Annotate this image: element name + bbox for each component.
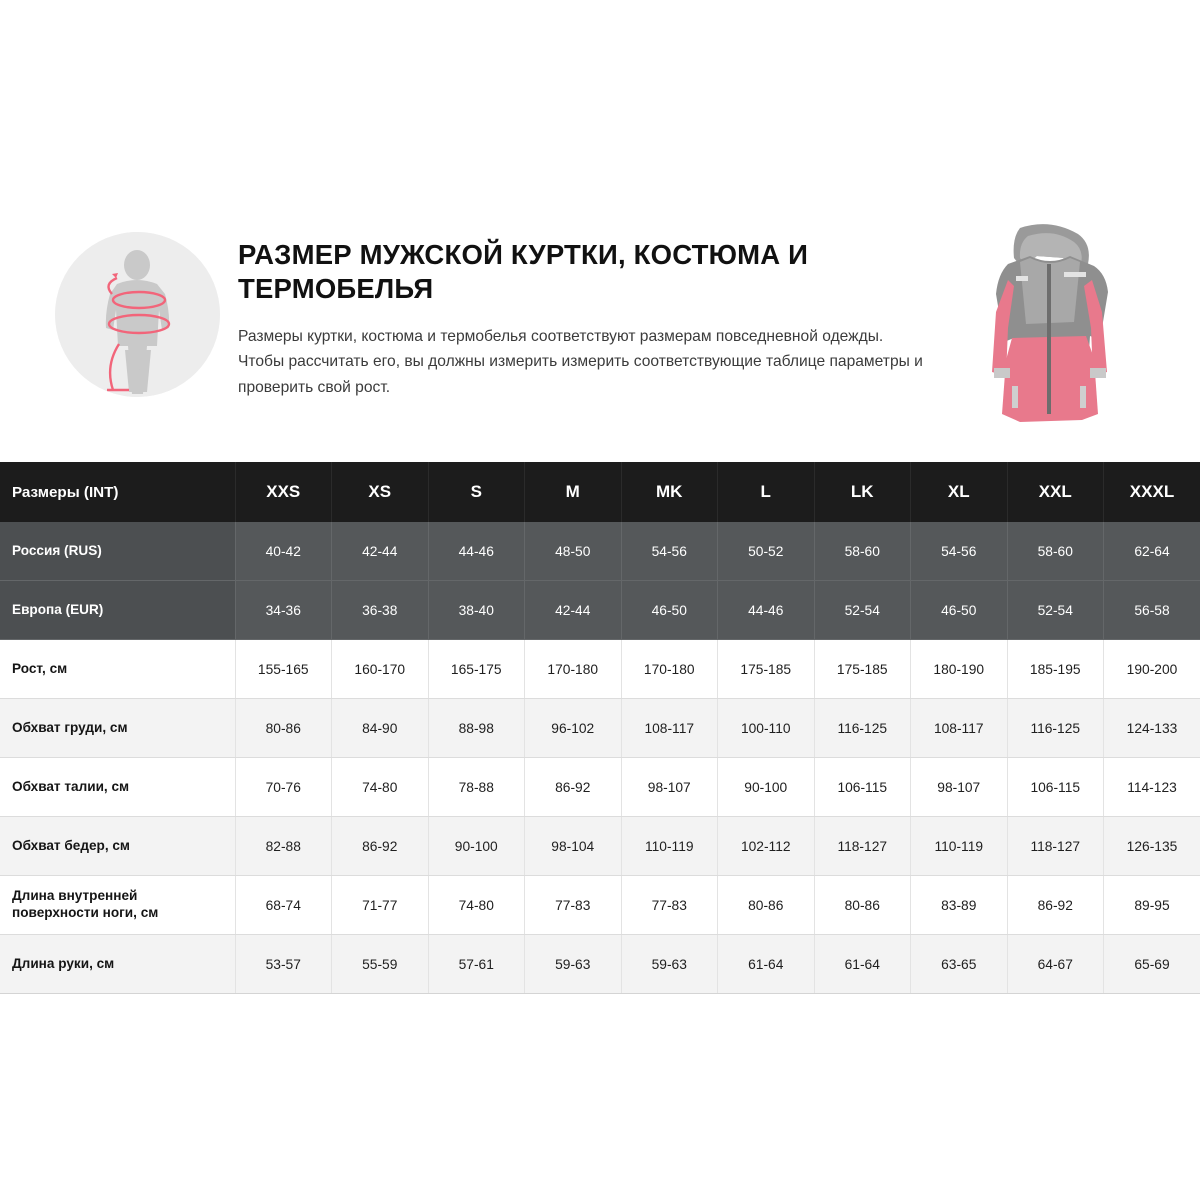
row-label: Европа (EUR) bbox=[0, 581, 235, 640]
table-row bbox=[0, 935, 1200, 994]
table-cell: 88-98 bbox=[428, 699, 525, 758]
table-cell: 86-92 bbox=[525, 758, 622, 817]
table-cell: 74-80 bbox=[332, 758, 429, 817]
table-cell: 57-61 bbox=[428, 935, 525, 994]
table-cell: 34-36 bbox=[235, 581, 332, 640]
table-cell: 46-50 bbox=[911, 581, 1008, 640]
page-title: РАЗМЕР МУЖСКОЙ КУРТКИ, КОСТЮМА И ТЕРМОБЕЛЬЯ bbox=[238, 239, 809, 305]
size-table bbox=[0, 462, 1200, 994]
header-cell-size: S bbox=[428, 462, 525, 522]
header-cell-size: M bbox=[525, 462, 622, 522]
table-cell: 84-90 bbox=[332, 699, 429, 758]
table-cell: 52-54 bbox=[814, 581, 911, 640]
table-cell: 40-42 bbox=[235, 522, 332, 581]
table-cell: 160-170 bbox=[332, 640, 429, 699]
header-cell-size: XXL bbox=[1007, 462, 1104, 522]
table-cell: 44-46 bbox=[718, 581, 815, 640]
table-cell: 65-69 bbox=[1104, 935, 1200, 994]
table-cell: 118-127 bbox=[814, 817, 911, 876]
table-cell: 59-63 bbox=[525, 935, 622, 994]
table-cell: 46-50 bbox=[621, 581, 718, 640]
table-cell: 61-64 bbox=[718, 935, 815, 994]
table-cell: 82-88 bbox=[235, 817, 332, 876]
table-body bbox=[0, 522, 1200, 994]
table-cell: 58-60 bbox=[814, 522, 911, 581]
table-row bbox=[0, 876, 1200, 935]
table-cell: 44-46 bbox=[428, 522, 525, 581]
table-head bbox=[0, 462, 1200, 522]
table-cell: 90-100 bbox=[718, 758, 815, 817]
table-row bbox=[0, 640, 1200, 699]
header-cell-size: XXS bbox=[235, 462, 332, 522]
table-row bbox=[0, 758, 1200, 817]
header-cell-label: Размеры (INT) bbox=[0, 462, 235, 522]
table-cell: 175-185 bbox=[814, 640, 911, 699]
table-cell: 98-107 bbox=[621, 758, 718, 817]
header-section bbox=[0, 210, 1200, 460]
table-cell: 106-115 bbox=[814, 758, 911, 817]
table-row bbox=[0, 522, 1200, 581]
table-cell: 58-60 bbox=[1007, 522, 1104, 581]
size-table-wrapper bbox=[0, 462, 1200, 994]
table-cell: 185-195 bbox=[1007, 640, 1104, 699]
table-cell: 86-92 bbox=[1007, 876, 1104, 935]
table-cell: 110-119 bbox=[911, 817, 1008, 876]
table-cell: 77-83 bbox=[525, 876, 622, 935]
row-label: Рост, см bbox=[0, 640, 235, 699]
row-label: Обхват бедер, см bbox=[0, 817, 235, 876]
table-cell: 54-56 bbox=[621, 522, 718, 581]
header-cell-size: MK bbox=[621, 462, 718, 522]
table-cell: 54-56 bbox=[911, 522, 1008, 581]
table-cell: 53-57 bbox=[235, 935, 332, 994]
table-cell: 118-127 bbox=[1007, 817, 1104, 876]
header-cell-size: LK bbox=[814, 462, 911, 522]
table-cell: 155-165 bbox=[235, 640, 332, 699]
table-cell: 102-112 bbox=[718, 817, 815, 876]
header-text-block bbox=[238, 238, 928, 400]
row-label: Обхват талии, см bbox=[0, 758, 235, 817]
table-cell: 52-54 bbox=[1007, 581, 1104, 640]
table-cell: 108-117 bbox=[621, 699, 718, 758]
table-cell: 80-86 bbox=[814, 876, 911, 935]
table-cell: 63-65 bbox=[911, 935, 1008, 994]
table-cell: 108-117 bbox=[911, 699, 1008, 758]
mens-jacket-photo bbox=[950, 220, 1150, 460]
table-row bbox=[0, 581, 1200, 640]
table-cell: 170-180 bbox=[621, 640, 718, 699]
table-row bbox=[0, 699, 1200, 758]
table-cell: 62-64 bbox=[1104, 522, 1200, 581]
table-cell: 98-104 bbox=[525, 817, 622, 876]
row-label: Россия (RUS) bbox=[0, 522, 235, 581]
table-cell: 42-44 bbox=[525, 581, 622, 640]
row-label: Обхват груди, см bbox=[0, 699, 235, 758]
table-cell: 90-100 bbox=[428, 817, 525, 876]
body-measure-icon bbox=[55, 232, 220, 397]
table-cell: 36-38 bbox=[332, 581, 429, 640]
table-header-row bbox=[0, 462, 1200, 522]
table-cell: 64-67 bbox=[1007, 935, 1104, 994]
table-cell: 114-123 bbox=[1104, 758, 1200, 817]
header-cell-size: XXXL bbox=[1104, 462, 1200, 522]
table-cell: 59-63 bbox=[621, 935, 718, 994]
table-cell: 116-125 bbox=[814, 699, 911, 758]
table-cell: 42-44 bbox=[332, 522, 429, 581]
table-cell: 71-77 bbox=[332, 876, 429, 935]
table-cell: 50-52 bbox=[718, 522, 815, 581]
table-cell: 61-64 bbox=[814, 935, 911, 994]
header-cell-size: XL bbox=[911, 462, 1008, 522]
table-cell: 56-58 bbox=[1104, 581, 1200, 640]
row-label: Длина внутренней поверхности ноги, см bbox=[0, 876, 235, 935]
table-cell: 165-175 bbox=[428, 640, 525, 699]
table-cell: 77-83 bbox=[621, 876, 718, 935]
table-cell: 180-190 bbox=[911, 640, 1008, 699]
table-cell: 89-95 bbox=[1104, 876, 1200, 935]
table-cell: 83-89 bbox=[911, 876, 1008, 935]
table-cell: 55-59 bbox=[332, 935, 429, 994]
table-cell: 68-74 bbox=[235, 876, 332, 935]
table-cell: 126-135 bbox=[1104, 817, 1200, 876]
table-row bbox=[0, 817, 1200, 876]
table-cell: 70-76 bbox=[235, 758, 332, 817]
table-cell: 170-180 bbox=[525, 640, 622, 699]
table-cell: 100-110 bbox=[718, 699, 815, 758]
table-cell: 190-200 bbox=[1104, 640, 1200, 699]
table-cell: 175-185 bbox=[718, 640, 815, 699]
row-label: Длина руки, см bbox=[0, 935, 235, 994]
table-cell: 80-86 bbox=[235, 699, 332, 758]
table-cell: 96-102 bbox=[525, 699, 622, 758]
table-cell: 78-88 bbox=[428, 758, 525, 817]
table-cell: 80-86 bbox=[718, 876, 815, 935]
table-cell: 106-115 bbox=[1007, 758, 1104, 817]
table-cell: 86-92 bbox=[332, 817, 429, 876]
header-cell-size: L bbox=[718, 462, 815, 522]
table-cell: 98-107 bbox=[911, 758, 1008, 817]
header-cell-size: XS bbox=[332, 462, 429, 522]
table-cell: 48-50 bbox=[525, 522, 622, 581]
table-cell: 38-40 bbox=[428, 581, 525, 640]
page-description: Размеры куртки, костюма и термобелья соответствуют размерам повседневной одежды. Чтобы рассчитать его, вы должны измерить измерить соответствующие таблице параметры и проверить свой рост. bbox=[238, 328, 923, 396]
table-cell: 74-80 bbox=[428, 876, 525, 935]
table-cell: 116-125 bbox=[1007, 699, 1104, 758]
table-cell: 124-133 bbox=[1104, 699, 1200, 758]
table-cell: 110-119 bbox=[621, 817, 718, 876]
